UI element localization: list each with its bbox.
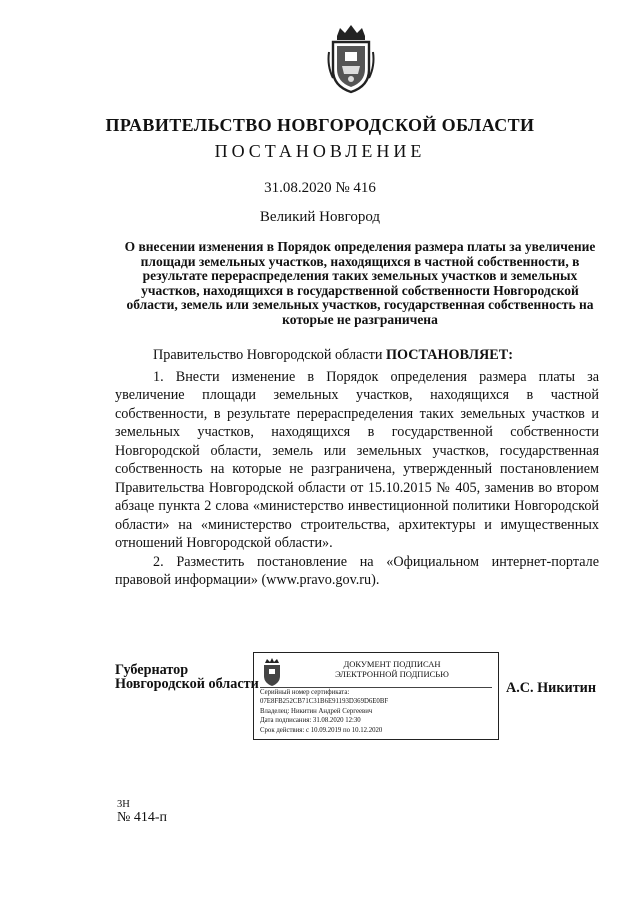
footer-number: № 414-п [117,810,168,825]
paragraph-1: 1. Внести изменение в Порядок определения размера платы за увеличение площади земельных участков, находящихся в частной собственности, в результате перераспределения таких земельных участков и земельных участков, находящихся в государственной собственности Новгородской области, земель или земельных участков, государственная собственность на которые не разграничена, утвержденный постановлением Правительства Новгородской области от 15.10.2015 № 405, заменив во втором абзаце пункта 2 слова «министерство инвестиционной политики Новгородской области» на «министерство строительства, архитектуры и имущественных отношений Новгородской области». [115,368,599,551]
position-line-1: Губернатор [115,662,189,678]
document-body [115,346,599,590]
cert-number: 07E8FB252CB71C31B6E91193D369D6E0BF [260,698,389,706]
position-line-2: Новгородской области [115,676,259,692]
city: Великий Новгород [259,209,381,225]
electronic-signature-stamp [253,652,499,740]
date-number: 31.08.2020 № 416 [264,180,376,196]
coat-of-arms-icon [325,22,377,96]
resolves-word: ПОСТАНОВЛЯЕТ: [385,347,513,363]
cert-validity: Срок действия: с 10.09.2019 по 10.12.2020 [260,726,383,734]
cert-label: Серийный номер сертификата: [260,689,350,696]
signer-position [115,663,259,691]
lead-text: Правительство Новгородской области [153,347,386,363]
stamp-details [260,688,388,735]
cert-owner: Владелец: Никитин Андрей Сергеевич [260,707,373,715]
signer-name: А.С. Никитин [506,680,597,696]
footer-code: 3Н [117,799,130,810]
stamp-emblem-icon [260,657,284,687]
stamp-heading-line-1: ДОКУМЕНТ ПОДПИСАН [343,659,441,669]
sign-date: Дата подписания: 31.08.2020 12:30 [260,717,361,725]
stamp-heading-line-2: ЭЛЕКТРОННОЙ ПОДПИСЬЮ [335,669,449,679]
organization-name: ПРАВИТЕЛЬСТВО НОВГОРОДСКОЙ ОБЛАСТИ [105,115,535,135]
document-title: О внесении изменения в Порядок определения размера платы за увеличение площади земельных участков, находящихся в частной собственности, в результате перераспределения таких земельных участков и земельных участков, находящихся в государственной собственности Новгородской области, земель или земельных участков, государственная собственность на которые не разграничена [124,239,596,327]
stamp-heading [292,659,492,679]
paragraph-2: 2. Разместить постановление на «Официальном интернет-портале правовой информации» (www.pravo.gov.ru). [115,553,599,588]
lead-paragraph [115,346,599,365]
document-type: ПОСТАНОВЛЕНИЕ [214,141,426,161]
